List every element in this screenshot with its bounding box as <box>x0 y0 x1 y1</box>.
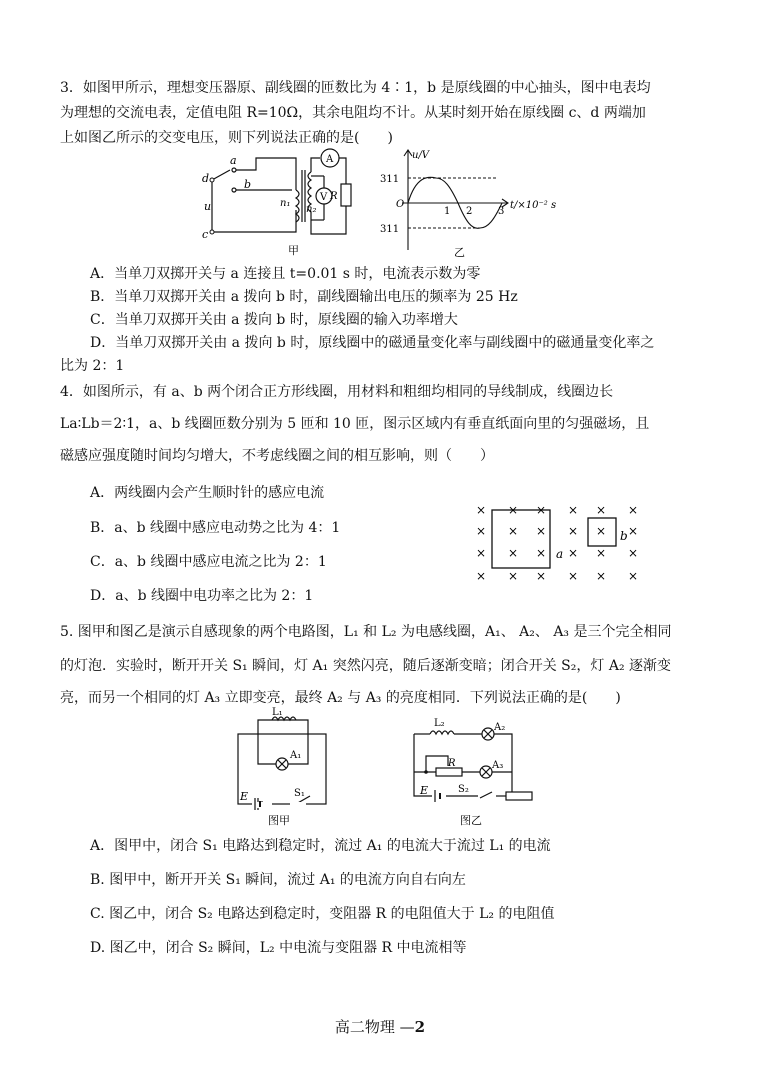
q5-stem-line-2: 的灯泡．实验时，断开开关 S₁ 瞬间，灯 A₁ 突然闪亮，随后逐渐变暗；闭合开关 S₂，灯 A₂ 逐渐变 <box>60 658 672 674</box>
label-u: u <box>204 200 212 213</box>
field-cross-icon: × <box>476 524 487 538</box>
origin-label: O <box>396 199 405 210</box>
footer-page-number: 2 <box>414 1018 426 1036</box>
field-cross-icon: × <box>628 503 639 517</box>
field-cross-icon: × <box>536 546 547 560</box>
coil-b-label: b <box>620 529 628 543</box>
label-A3: A₃ <box>492 760 504 771</box>
field-cross-icon: × <box>536 503 547 517</box>
q4-option-a: A．两线圈内会产生顺时针的感应电流 <box>90 485 325 501</box>
q3-figure-yi <box>380 146 580 262</box>
label-n1: n₁ <box>280 198 291 209</box>
q5-stem-line-1: 5. 图甲和图乙是演示自感现象的两个电路图，L₁ 和 L₂ 为电感线圈，A₁、 A₂、 A₃ 是三个完全相同 <box>60 624 672 640</box>
q3-option-d: D．当单刀双掷开关由 a 拨向 b 时，原线圈中的磁通量变化率与副线圈中的磁通量变化率之 <box>90 335 655 351</box>
label-L1: L₁ <box>272 707 283 718</box>
label-E2: E <box>420 784 429 797</box>
label-a: a <box>230 154 237 167</box>
fig-yi-caption: 乙 <box>454 246 465 259</box>
q4-stem-line-3: 磁感应强度随时间均匀增大，不考虑线圈之间的相互影响，则（ ） <box>60 448 494 464</box>
field-cross-icon: × <box>568 569 579 583</box>
q3-stem-line-2: 为理想的交流电表，定值电阻 R=10Ω，其余电阻均不计。从某时刻开始在原线圈 c、d 两端加 <box>60 105 646 121</box>
resistor-label: R <box>330 191 338 202</box>
q5-figure-jia <box>228 707 338 827</box>
field-cross-icon: × <box>508 546 519 560</box>
label-c: c <box>202 228 209 241</box>
label-S1: S₁ <box>294 788 305 799</box>
q5-option-d: D. 图乙中，闭合 S₂ 瞬间，L₂ 中电流与变阻器 R 中电流相等 <box>90 940 467 956</box>
q3-stem-line-1: 3．如图甲所示，理想变压器原、副线圈的匝数比为 4∶1，b 是原线圈的中心抽头，图中电表均 <box>60 80 651 96</box>
q5-option-b: B. 图甲中，断开开关 S₁ 瞬间，流过 A₁ 的电流方向自右向左 <box>90 872 466 888</box>
label-A2: A₂ <box>494 722 506 733</box>
label-L2: L₂ <box>434 718 445 729</box>
label-n2: n₂ <box>306 204 317 215</box>
q4-figure <box>470 498 650 584</box>
field-cross-icon: × <box>568 503 579 517</box>
field-cross-icon: × <box>508 569 519 583</box>
x-tick-3: 3 <box>498 206 505 217</box>
field-cross-icon: × <box>628 569 639 583</box>
label-S2: S₂ <box>458 784 469 795</box>
q3-option-c: C．当单刀双掷开关由 a 拨向 b 时，原线圈的输入功率增大 <box>90 312 458 328</box>
q5-stem-line-3: 亮，而另一个相同的灯 A₃ 立即变亮，最终 A₂ 与 A₃ 的亮度相同．下列说法正确的是( ) <box>60 690 621 706</box>
field-cross-icon: × <box>536 524 547 538</box>
field-cross-icon: × <box>508 503 519 517</box>
field-cross-icon: × <box>596 569 607 583</box>
y-axis-label: u/V <box>412 150 430 161</box>
q4-option-c: C．a、b 线圈中感应电流之比为 2：1 <box>90 554 327 570</box>
field-cross-icon: × <box>596 524 607 538</box>
trough-label: 311 <box>380 224 400 235</box>
field-cross-icon: × <box>536 569 547 583</box>
field-cross-icon: × <box>596 503 607 517</box>
label-E1: E <box>240 790 249 803</box>
field-cross-icon: × <box>568 546 579 560</box>
q4-option-b: B．a、b 线圈中感应电动势之比为 4：1 <box>90 520 341 536</box>
label-b: b <box>244 178 252 191</box>
voltmeter-label: V <box>320 192 328 203</box>
fig-jia-caption: 甲 <box>288 244 299 257</box>
q5-option-c: C. 图乙中，闭合 S₂ 电路达到稳定时，变阻器 R 的电阻值大于 L₂ 的电阻值 <box>90 906 555 922</box>
q5-option-a: A．图甲中，闭合 S₁ 电路达到稳定时，流过 A₁ 的电流大于流过 L₁ 的电流 <box>90 838 551 854</box>
q4-stem-line-2: La∶Lb＝2∶1，a、b 线圈匝数分别为 5 匝和 10 匝，图示区域内有垂直纸面向里的匀强磁场，且 <box>60 416 650 432</box>
q5-fig-yi-caption: 图乙 <box>460 814 482 827</box>
field-cross-icon: × <box>476 546 487 560</box>
label-d: d <box>202 172 210 185</box>
q3-figure-jia <box>196 150 366 260</box>
field-cross-icon: × <box>596 546 607 560</box>
field-cross-icon: × <box>568 524 579 538</box>
q5-figure-yi <box>408 714 536 830</box>
x-tick-1: 1 <box>444 206 451 217</box>
label-R: R <box>448 758 456 769</box>
q3-option-b: B．当单刀双掷开关由 a 拨向 b 时，副线圈输出电压的频率为 25 Hz <box>90 289 518 305</box>
field-cross-icon: × <box>628 524 639 538</box>
field-cross-icon: × <box>476 503 487 517</box>
coil-a-label: a <box>556 547 564 561</box>
footer-subject: 高二物理 <box>334 1018 395 1036</box>
footer-sep: — <box>399 1018 415 1036</box>
x-tick-2: 2 <box>466 206 473 217</box>
page-footer <box>0 1016 760 1037</box>
q3-option-d-cont: 比为 2：1 <box>60 358 125 374</box>
q5-fig-jia-caption: 图甲 <box>268 814 290 827</box>
label-A1: A₁ <box>290 750 302 761</box>
q3-option-a: A．当单刀双掷开关与 a 连接且 t=0.01 s 时，电流表示数为零 <box>90 266 481 282</box>
field-cross-icon: × <box>508 524 519 538</box>
x-axis-label: t/×10⁻² s <box>510 200 557 211</box>
ammeter-label: A <box>326 154 334 165</box>
field-cross-icon: × <box>476 569 487 583</box>
field-cross-icon: × <box>628 546 639 560</box>
q4-stem-line-1: 4．如图所示，有 a、b 两个闭合正方形线圈，用材料和粗细均相同的导线制成，线圈边长 <box>60 384 614 400</box>
q4-option-d: D．a、b 线圈中电功率之比为 2：1 <box>90 588 314 604</box>
peak-label: 311 <box>380 174 400 185</box>
q3-stem-line-3: 上如图乙所示的交变电压，则下列说法正确的是( ) <box>60 130 393 146</box>
